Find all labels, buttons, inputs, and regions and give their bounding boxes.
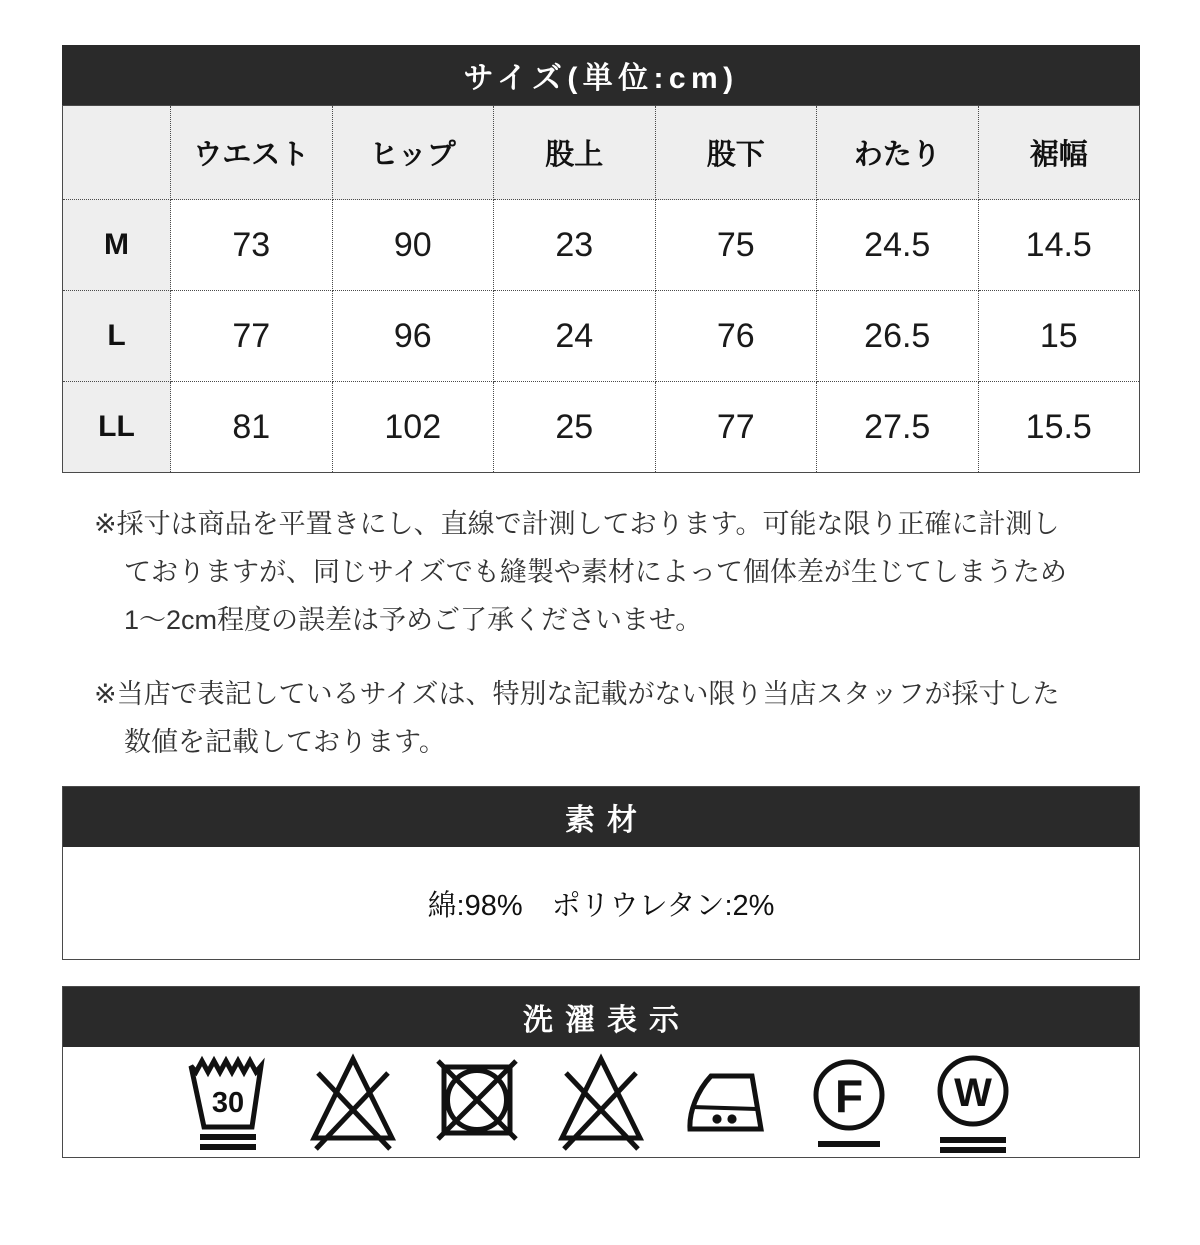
row-label-l: L xyxy=(63,291,171,382)
column-header-hip: ヒップ xyxy=(332,106,494,200)
cell-m-inseam: 75 xyxy=(655,200,817,291)
cell-m-rise: 23 xyxy=(494,200,656,291)
iron-dot xyxy=(727,1114,736,1123)
iron-dot xyxy=(712,1114,721,1123)
iron-outline-shape xyxy=(690,1076,761,1129)
table-row-size-ll xyxy=(63,382,1140,473)
do-not-bleach-icon xyxy=(305,1050,401,1154)
do-not-bleach-icon-2 xyxy=(553,1050,649,1154)
table-row-size-l xyxy=(63,291,1140,382)
washing-icons-row xyxy=(63,1047,1139,1157)
table-row-size-m xyxy=(63,200,1140,291)
wet-clean-w-icon xyxy=(925,1050,1021,1154)
cell-ll-rise: 25 xyxy=(494,382,656,473)
size-chart-page xyxy=(62,45,1140,1158)
cell-l-hip: 96 xyxy=(332,291,494,382)
column-header-rise: 股上 xyxy=(494,106,656,200)
cell-ll-thigh: 27.5 xyxy=(817,382,979,473)
wash-temp-label: 30 xyxy=(211,1087,245,1119)
cell-m-hip: 90 xyxy=(332,200,494,291)
note-line: ※当店で表記しているサイズは、特別な記載がない限り当店スタッフが採寸した xyxy=(94,679,1060,709)
material-section-title: 素材 xyxy=(565,804,649,837)
material-composition-text: 綿:98% ポリウレタン:2% xyxy=(63,847,1139,959)
cell-l-waist: 77 xyxy=(171,291,333,382)
column-header-waist: ウエスト xyxy=(171,106,333,200)
note-line: 数値を記載しております。 xyxy=(124,727,446,757)
washing-section-header-bar xyxy=(63,987,1139,1047)
bleach-triangle-shape xyxy=(314,1059,392,1138)
material-section xyxy=(62,786,1140,960)
row-label-ll: LL xyxy=(63,382,171,473)
size-section xyxy=(62,45,1140,473)
wet-clean-letter: W xyxy=(954,1071,992,1115)
column-header-inseam: 股下 xyxy=(655,106,817,200)
cell-l-rise: 24 xyxy=(494,291,656,382)
machine-wash-30-icon xyxy=(181,1050,277,1154)
washing-section-title: 洗濯表示 xyxy=(523,1004,691,1037)
iron-medium-icon xyxy=(677,1050,773,1154)
measurement-disclaimer-note xyxy=(62,500,1140,644)
column-header-thigh: わたり xyxy=(817,106,979,200)
material-section-header-bar xyxy=(63,787,1139,847)
cell-l-hem: 15 xyxy=(978,291,1140,382)
do-not-tumble-dry-icon xyxy=(429,1050,525,1154)
size-table-header-row xyxy=(63,106,1140,200)
cell-m-hem: 14.5 xyxy=(978,200,1140,291)
washing-section xyxy=(62,986,1140,1158)
column-header-hem: 裾幅 xyxy=(978,106,1140,200)
bleach-triangle-shape xyxy=(562,1059,640,1138)
cell-m-waist: 73 xyxy=(171,200,333,291)
size-table-corner-cell xyxy=(63,106,171,200)
cell-ll-hem: 15.5 xyxy=(978,382,1140,473)
size-section-title: サイズ(単位:cm) xyxy=(463,62,739,95)
size-section-header-bar xyxy=(62,45,1140,105)
solvent-letter: F xyxy=(834,1070,864,1122)
note-line: ておりますが、同じサイズでも縫製や素材によって個体差が生じてしまうため xyxy=(124,557,1067,587)
cell-l-thigh: 26.5 xyxy=(817,291,979,382)
cell-ll-hip: 102 xyxy=(332,382,494,473)
note-line: ※採寸は商品を平置きにし、直線で計測しております。可能な限り正確に計測し xyxy=(94,509,1060,539)
cell-ll-inseam: 77 xyxy=(655,382,817,473)
staff-measurement-note xyxy=(62,670,1140,766)
row-label-m: M xyxy=(63,200,171,291)
cell-ll-waist: 81 xyxy=(171,382,333,473)
dry-clean-f-icon xyxy=(801,1050,897,1154)
note-line: 1〜2cm程度の誤差は予めご了承くださいませ。 xyxy=(124,605,703,635)
iron-sole-line xyxy=(692,1107,757,1109)
cell-m-thigh: 24.5 xyxy=(817,200,979,291)
cell-l-inseam: 76 xyxy=(655,291,817,382)
size-table xyxy=(62,105,1140,473)
